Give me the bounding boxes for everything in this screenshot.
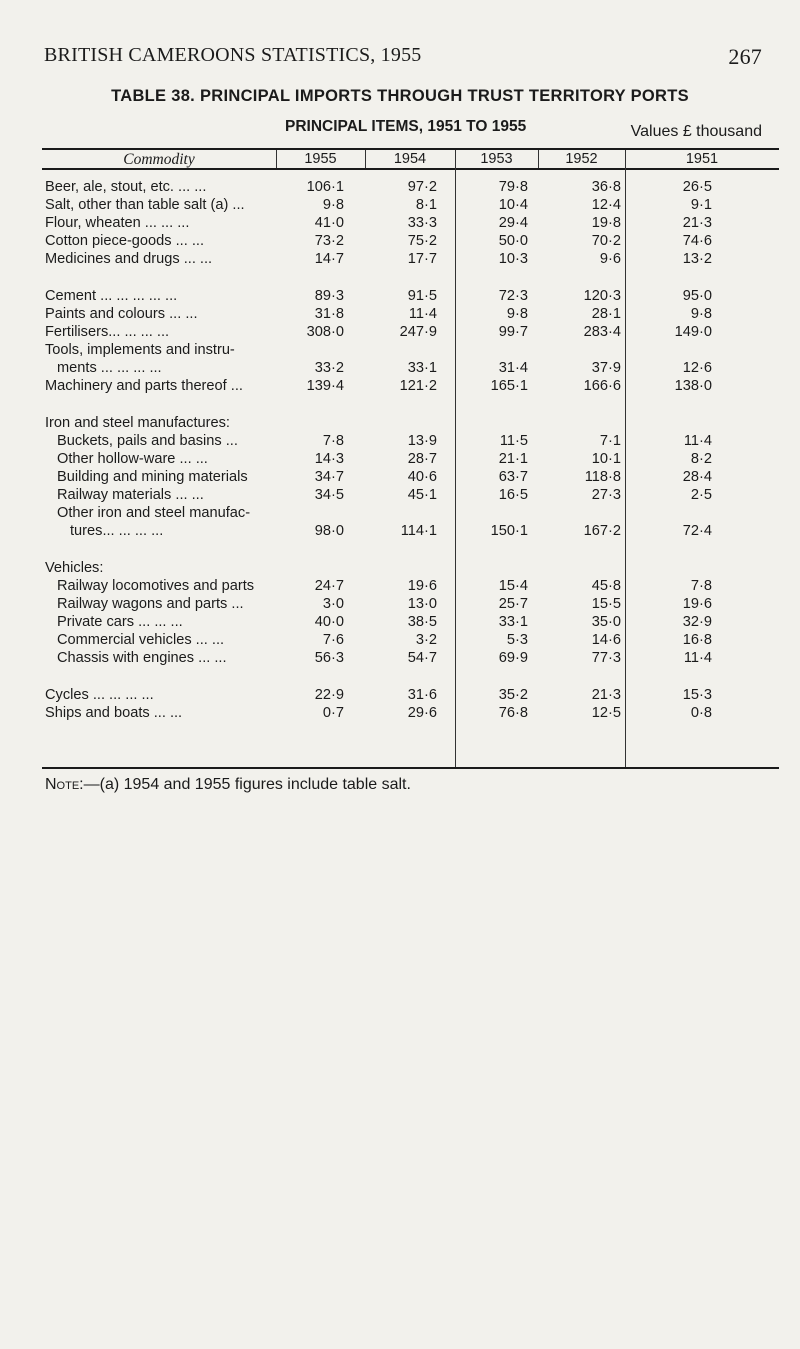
value-1952: 15·5	[591, 596, 621, 612]
table-row	[0, 341, 800, 359]
column-header-1953: 1953	[480, 151, 513, 167]
value-1954: 13·0	[407, 596, 437, 612]
footnote-text: :—(a) 1954 and 1955 figures include table salt.	[79, 776, 411, 793]
value-1951: 9·8	[690, 306, 712, 322]
table-row	[0, 214, 800, 232]
value-1954: 33·1	[407, 360, 437, 376]
value-1955: 308·0	[306, 324, 344, 340]
value-1954: 40·6	[407, 469, 437, 485]
value-1951: 138·0	[674, 378, 712, 394]
value-1953: 9·8	[506, 306, 528, 322]
commodity-label: Medicines and drugs ... ...	[45, 251, 213, 267]
table-row	[0, 232, 800, 250]
value-1955: 22·9	[314, 687, 344, 703]
value-1954: 8·1	[415, 197, 437, 213]
value-1955: 14·7	[314, 251, 344, 267]
table-row	[0, 613, 800, 631]
value-1952: 9·6	[599, 251, 621, 267]
commodity-label: Railway materials ... ...	[57, 487, 204, 503]
table-row	[0, 287, 800, 305]
value-1954: 75·2	[407, 233, 437, 249]
value-1951: 95·0	[682, 288, 712, 304]
commodity-label: Private cars ... ... ...	[57, 614, 183, 630]
value-1951: 13·2	[682, 251, 712, 267]
table-row	[0, 305, 800, 323]
value-1954: 11·4	[408, 306, 437, 322]
running-head-title: BRITISH CAMEROONS STATISTICS, 1955	[44, 44, 422, 66]
value-1953: 5·3	[506, 632, 528, 648]
commodity-label: Railway locomotives and parts	[57, 578, 255, 594]
commodity-label: Other hollow-ware ... ...	[57, 451, 208, 467]
value-1952: 283·4	[583, 324, 621, 340]
value-1951: 12·6	[682, 360, 712, 376]
value-1952: 70·2	[591, 233, 621, 249]
value-1953: 76·8	[498, 705, 528, 721]
value-1952: 7·1	[599, 433, 621, 449]
section-heading-vehicles: Vehicles:	[45, 560, 104, 576]
value-1951: 2·5	[690, 487, 712, 503]
value-1953: 33·1	[498, 614, 528, 630]
value-1951: 9·1	[690, 197, 712, 213]
value-1955: 7·6	[322, 632, 344, 648]
table-row	[0, 704, 800, 722]
value-1955: 34·5	[314, 487, 344, 503]
footnote-prefix: Note	[45, 776, 80, 793]
table-row	[0, 522, 800, 540]
table-top-rule	[42, 148, 779, 150]
table-row	[0, 450, 800, 468]
value-1952: 27·3	[591, 487, 621, 503]
table-section-heading	[0, 559, 800, 577]
table-row	[0, 468, 800, 486]
column-header-1954: 1954	[393, 151, 427, 167]
value-1952: 21·3	[591, 687, 621, 703]
commodity-label: tures... ... ... ...	[70, 523, 164, 539]
value-1951: 26·5	[682, 179, 712, 195]
value-1953: 31·4	[498, 360, 528, 376]
value-1953: 16·5	[498, 487, 528, 503]
value-1951: 21·3	[682, 215, 712, 231]
value-1951: 149·0	[674, 324, 712, 340]
value-1952: 45·8	[591, 578, 621, 594]
value-1955: 7·8	[322, 433, 344, 449]
value-1951: 15·3	[682, 687, 712, 703]
value-1951: 74·6	[682, 233, 712, 249]
column-header-commodity: Commodity	[123, 151, 195, 168]
table-row	[0, 595, 800, 613]
value-1953: 72·3	[498, 288, 528, 304]
column-header-1952: 1952	[565, 151, 598, 167]
value-1954: 17·7	[407, 251, 437, 267]
value-1952: 118·8	[584, 469, 621, 485]
value-1951: 32·9	[682, 614, 712, 630]
commodity-label: Beer, ale, stout, etc. ... ...	[45, 179, 207, 195]
value-1954: 121·2	[399, 378, 437, 394]
value-1954: 97·2	[407, 179, 437, 195]
value-1952: 37·9	[591, 360, 621, 376]
table-row	[0, 649, 800, 667]
commodity-label: Ships and boats ... ...	[45, 705, 183, 721]
value-1954: 29·6	[407, 705, 437, 721]
column-header-1951: 1951	[685, 151, 719, 167]
table-bottom-rule	[42, 767, 779, 769]
value-1952: 14·6	[591, 632, 621, 648]
value-1951: 0·8	[690, 705, 712, 721]
value-1955: 40·0	[314, 614, 344, 630]
value-1953: 35·2	[498, 687, 528, 703]
table-title: TABLE 38. PRINCIPAL IMPORTS THROUGH TRUST TERRITORY PORTS	[111, 87, 689, 105]
commodity-label: Fertilisers... ... ... ...	[45, 324, 170, 340]
commodity-label: ments ... ... ... ...	[57, 360, 162, 376]
table-row	[0, 504, 800, 522]
commodity-label: Flour, wheaten ... ... ...	[45, 215, 190, 231]
table-row	[0, 486, 800, 504]
value-1953: 10·3	[498, 251, 528, 267]
value-1953: 99·7	[498, 324, 528, 340]
value-1955: 9·8	[322, 197, 344, 213]
value-1953: 25·7	[498, 596, 528, 612]
value-1954: 13·9	[407, 433, 437, 449]
value-1955: 56·3	[314, 650, 344, 666]
value-1955: 41·0	[314, 215, 344, 231]
table-row	[0, 631, 800, 649]
value-1953: 21·1	[498, 451, 528, 467]
value-1955: 33·2	[314, 360, 344, 376]
value-1954: 38·5	[407, 614, 437, 630]
value-1951: 72·4	[682, 523, 712, 539]
value-1952: 19·8	[591, 215, 621, 231]
table-row	[0, 323, 800, 341]
table-row	[0, 178, 800, 196]
value-1952: 35·0	[591, 614, 621, 630]
value-1954: 54·7	[407, 650, 437, 666]
table-row	[0, 432, 800, 450]
value-1951: 11·4	[683, 650, 712, 666]
table-row	[0, 377, 800, 395]
commodity-label: Chassis with engines ... ...	[57, 650, 227, 666]
table-row	[0, 359, 800, 377]
value-1952: 12·4	[591, 197, 621, 213]
commodity-label: Cycles ... ... ... ...	[45, 687, 154, 703]
value-1954: 19·6	[407, 578, 437, 594]
table-subtitle: PRINCIPAL ITEMS, 1951 TO 1955	[285, 118, 527, 135]
value-1955: 139·4	[306, 378, 344, 394]
commodity-label: Building and mining materials	[57, 469, 248, 485]
value-1952: 166·6	[583, 378, 621, 394]
value-1953: 150·1	[490, 523, 528, 539]
value-1955: 98·0	[314, 523, 344, 539]
value-1951: 28·4	[682, 469, 712, 485]
value-1954: 33·3	[407, 215, 437, 231]
value-1954: 28·7	[407, 451, 437, 467]
value-1955: 24·7	[314, 578, 344, 594]
commodity-label: Buckets, pails and basins ...	[57, 433, 238, 449]
value-1954: 3·2	[415, 632, 437, 648]
commodity-label: Cement ... ... ... ... ...	[45, 288, 178, 304]
value-1953: 15·4	[498, 578, 528, 594]
value-1955: 73·2	[314, 233, 344, 249]
table-row	[0, 686, 800, 704]
value-1954: 114·1	[400, 523, 437, 539]
section-heading-iron-steel: Iron and steel manufactures:	[45, 415, 230, 431]
commodity-label: Machinery and parts thereof ...	[45, 378, 243, 394]
table-header-rule	[42, 168, 779, 170]
value-1951: 7·8	[690, 578, 712, 594]
value-1955: 106·1	[306, 179, 344, 195]
value-1952: 167·2	[583, 523, 621, 539]
value-1955: 34·7	[314, 469, 344, 485]
column-header-1955: 1955	[304, 151, 337, 167]
value-1952: 120·3	[583, 288, 621, 304]
commodity-label: Commercial vehicles ... ...	[57, 632, 225, 648]
commodity-label: Paints and colours ... ...	[45, 306, 198, 322]
value-1951: 8·2	[690, 451, 712, 467]
value-1953: 63·7	[498, 469, 528, 485]
page-number: 267	[728, 44, 762, 69]
value-1955: 31·8	[314, 306, 344, 322]
value-1953: 29·4	[498, 215, 528, 231]
value-1955: 14·3	[314, 451, 344, 467]
value-1952: 77·3	[591, 650, 621, 666]
table-units: Values £ thousand	[630, 123, 762, 140]
value-1953: 11·5	[499, 433, 528, 449]
value-1954: 31·6	[407, 687, 437, 703]
value-1953: 50·0	[498, 233, 528, 249]
value-1952: 12·5	[591, 705, 621, 721]
value-1954: 91·5	[407, 288, 437, 304]
commodity-label: Railway wagons and parts ...	[57, 596, 244, 612]
value-1953: 10·4	[498, 197, 528, 213]
value-1955: 3·0	[322, 596, 344, 612]
value-1953: 79·8	[498, 179, 528, 195]
value-1955: 89·3	[314, 288, 344, 304]
table-row	[0, 577, 800, 595]
value-1951: 11·4	[683, 433, 712, 449]
value-1952: 28·1	[591, 306, 621, 322]
table-row	[0, 250, 800, 268]
commodity-label: Other iron and steel manufac-	[57, 505, 251, 521]
value-1955: 0·7	[322, 705, 344, 721]
commodity-label: Cotton piece-goods ... ...	[45, 233, 204, 249]
table-row	[0, 196, 800, 214]
table-section-heading	[0, 414, 800, 432]
value-1952: 10·1	[591, 451, 621, 467]
commodity-label: Salt, other than table salt (a) ...	[45, 197, 245, 213]
table-footnote	[45, 776, 411, 794]
value-1952: 36·8	[591, 179, 621, 195]
value-1954: 247·9	[399, 324, 437, 340]
value-1953: 165·1	[490, 378, 528, 394]
value-1951: 16·8	[682, 632, 712, 648]
value-1954: 45·1	[407, 487, 437, 503]
value-1953: 69·9	[498, 650, 528, 666]
value-1951: 19·6	[682, 596, 712, 612]
commodity-label: Tools, implements and instru-	[45, 342, 235, 358]
